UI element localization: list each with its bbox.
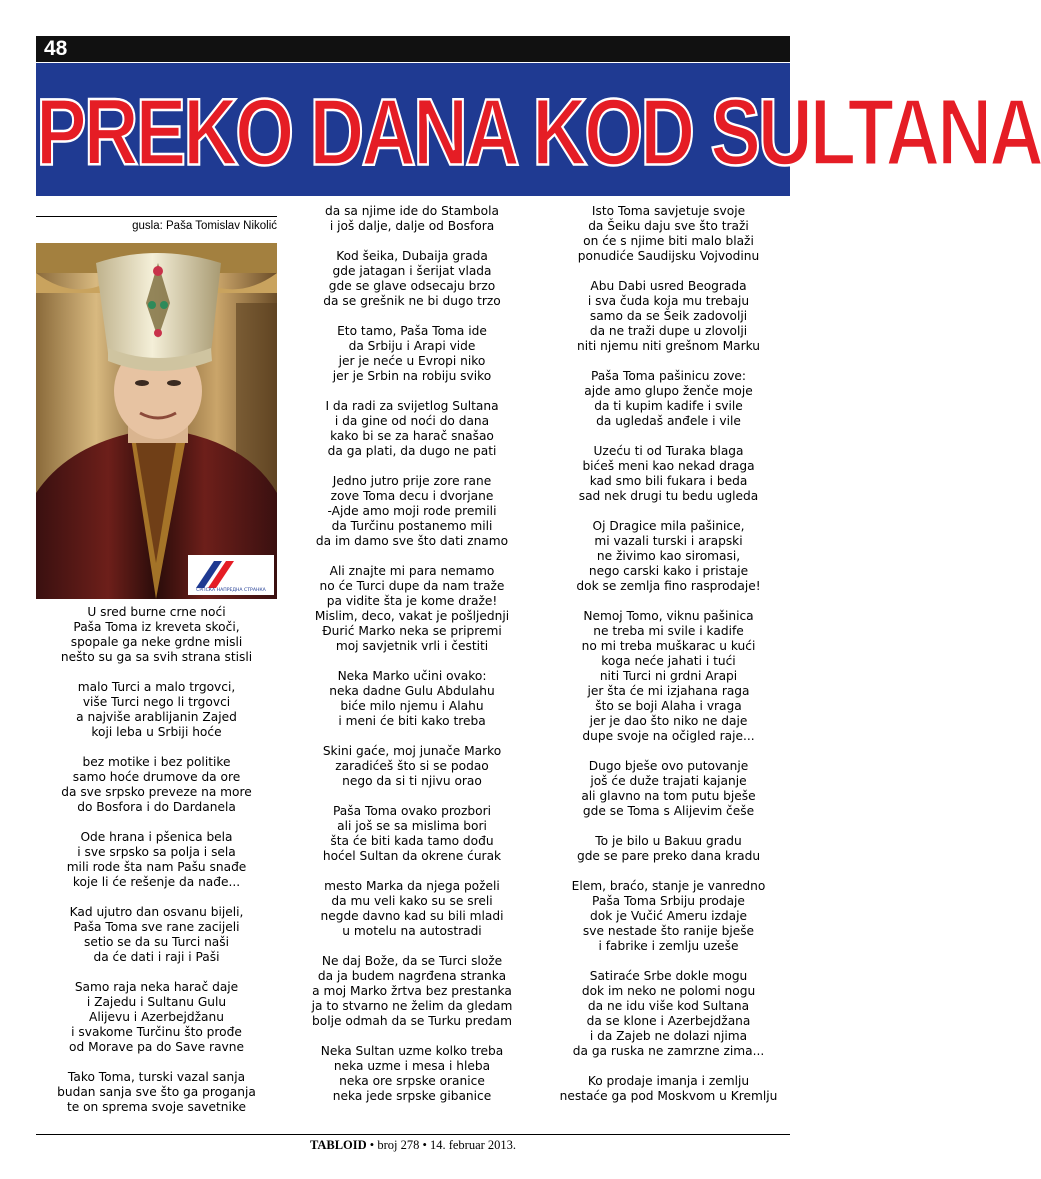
poem-line: malo Turci a malo trgovci,	[77, 680, 236, 694]
poem-line: on će s njime biti malo blaži	[583, 234, 754, 248]
poem-line: da ja budem nagrđena stranka	[317, 969, 507, 983]
poem-line: da ga ruska ne zamrzne zima...	[572, 1044, 765, 1058]
poem-line: nego carski kako i pristaje	[588, 564, 749, 578]
poem-stanza	[36, 980, 277, 1055]
poem-line: Paša Toma iz kreveta skoči,	[73, 620, 240, 634]
headline-banner	[36, 63, 1041, 196]
poem-line: sad nek drugi tu bedu ugleda	[578, 489, 759, 503]
poem-line: da sve srpsko preveze na more	[61, 785, 252, 799]
poem-line: u motelu na autostradi	[342, 924, 482, 938]
poem-line: Nemoj Tomo, viknu pašinica	[583, 609, 754, 623]
poem-stanza	[292, 744, 532, 789]
sultan-photo	[36, 243, 277, 599]
poem-line: i svakome Turčinu što prođe	[71, 1025, 242, 1039]
poem-stanza	[292, 954, 532, 1029]
poem-column-3	[547, 204, 790, 1119]
poem-stanza	[547, 444, 790, 504]
poem-line: jer je neće u Evropi niko	[338, 354, 486, 368]
poem-line: samo da se Šeik zadovolji	[589, 309, 748, 323]
poem-line: moj savjetnik vrli i čestiti	[335, 639, 489, 653]
poem-line: i meni će biti kako treba	[338, 714, 486, 728]
footer-separator: •	[422, 1138, 427, 1152]
poem-line: neka ore srpske oranice	[339, 1074, 485, 1088]
poem-stanza	[36, 680, 277, 740]
poem-line: da se klone i Azerbejdžana	[586, 1014, 751, 1028]
footer-publication: TABLOID	[309, 1138, 367, 1152]
poem-line: ponudiće Saudijsku Vojvodinu	[577, 249, 760, 263]
poem-stanza	[292, 804, 532, 864]
poem-line: i da gine od noći do dana	[334, 414, 490, 428]
footer-date: 14. februar 2013.	[429, 1138, 517, 1152]
poem-line: Ne daj Bože, da se Turci slože	[321, 954, 503, 968]
poem-line: ali glavno na tom putu bješe	[581, 789, 756, 803]
poem-line: Ali znajte mi para nemamo	[329, 564, 495, 578]
poem-line: od Morave pa do Save ravne	[69, 1040, 244, 1054]
poem-line: gde se pare preko dana kradu	[576, 849, 761, 863]
poem-line: kako bi se za harač snašao	[330, 429, 494, 443]
poem-line: no će Turci dupe da nam traže	[319, 579, 505, 593]
poem-line: da sa njime ide do Stambola	[325, 204, 499, 218]
footer-issue: broj 278	[377, 1138, 420, 1152]
poem-line: Neka Sultan uzme kolko treba	[320, 1044, 504, 1058]
poem-line: I da radi za svijetlog Sultana	[325, 399, 499, 413]
poem-line: no mi treba muškarac u kući	[581, 639, 756, 653]
poem-stanza	[292, 399, 532, 459]
poem-line: nego da si ti njivu orao	[342, 774, 482, 788]
poem-line: da mu veli kako su se sreli	[331, 894, 493, 908]
poem-line: gde se Toma s Alijevim češe	[582, 804, 755, 818]
poem-line: još će duže trajati kajanje	[590, 774, 747, 788]
poem-line: Ko prodaje imanja i zemlju	[587, 1074, 750, 1088]
poem-line: jer je dao što niko ne daje	[589, 714, 748, 728]
poem-line: gde se glave odsecaju brzo	[328, 279, 496, 293]
poem-stanza	[547, 834, 790, 864]
poem-line: zove Toma decu i dvorjane	[330, 489, 494, 503]
poem-line: a moj Marko žrtva bez prestanka	[312, 984, 512, 998]
poem-stanza	[36, 1070, 277, 1115]
poem-line: neka jede srpske gibanice	[332, 1089, 492, 1103]
poem-line: Uzeću ti od Turaka blaga	[593, 444, 744, 458]
poem-line: te on sprema svoje savetnike	[66, 1100, 247, 1114]
poem-line: da ugledaš anđele i vile	[596, 414, 741, 428]
poem-stanza	[547, 609, 790, 744]
poem-line: To je bilo u Bakuu gradu	[595, 834, 742, 848]
poem-stanza	[547, 279, 790, 354]
poem-line: Jedno jutro prije zore rane	[332, 474, 492, 488]
poem-line: šta će biti kada tamo dođu	[330, 834, 494, 848]
footer-separator: •	[369, 1138, 375, 1152]
poem-line: Samo raja neka harač daje	[74, 980, 239, 994]
poem-line: biće milo njemu i Alahu	[340, 699, 484, 713]
poem-line: kad smo bili fukara i beda	[589, 474, 748, 488]
poem-line: koje li će rešenje da nađe...	[72, 875, 241, 889]
poem-line: mesto Marka da njega poželi	[324, 879, 500, 893]
poem-line: Alijevu i Azerbejdžanu	[89, 1010, 224, 1024]
poem-line: Ode hrana i pšenica bela	[80, 830, 233, 844]
poem-stanza	[292, 564, 532, 654]
poem-line: bez motike i bez politike	[82, 755, 231, 769]
poem-line: neka uzme i mesa i hleba	[333, 1059, 491, 1073]
poem-line: i fabrike i zemlju uzeše	[598, 939, 739, 953]
poem-line: negde davno kad su bili mladi	[320, 909, 504, 923]
poem-line: pa vidite šta je kome draže!	[326, 594, 498, 608]
poem-line: da im damo sve što dati znamo	[315, 534, 509, 548]
poem-line: Mislim, deco, vakat je pošljednji	[314, 609, 510, 623]
poem-line: Oj Dragice mila pašinice,	[592, 519, 745, 533]
poem-line: Satiraće Srbe dokle mogu	[589, 969, 748, 983]
poem-stanza	[292, 474, 532, 549]
poem-line: hoćel Sultan da okrene ćurak	[322, 849, 502, 863]
poem-stanza	[547, 204, 790, 264]
photo-illustration	[36, 243, 277, 599]
poem-line: što se boji Alaha i vraga	[595, 699, 742, 713]
poem-line: Kod šeika, Dubaija grada	[336, 249, 488, 263]
poem-line: niti njemu niti grešnom Marku	[576, 339, 761, 353]
poem-line: U sred burne crne noći	[87, 605, 226, 619]
page-number: 48	[44, 37, 68, 60]
poem-line: Neka Marko učini ovako:	[337, 669, 487, 683]
poem-line: da će dati i raji i Paši	[93, 950, 220, 964]
poem-stanza	[292, 204, 532, 234]
poem-line: -Ajde amo moji rode premili	[327, 504, 497, 518]
poem-line: mili rode šta nam Pašu snađe	[66, 860, 247, 874]
poem-stanza	[36, 830, 277, 890]
poem-line: zaradićeš što si se podao	[335, 759, 489, 773]
poem-line: da ti kupim kadife i svile	[594, 399, 743, 413]
poem-stanza	[547, 759, 790, 819]
poem-line: do Bosfora i do Dardanela	[77, 800, 236, 814]
party-logo-text: СРПСКА НАПРЕДНА СТРАНКА	[196, 588, 266, 593]
poem-line: jer je Srbin na robiju sviko	[332, 369, 492, 383]
poem-stanza	[292, 324, 532, 384]
poem-line: bolje odmah da se Turku predam	[312, 1014, 512, 1028]
poem-stanza	[547, 879, 790, 954]
poem-line: ne živimo kao siromasi,	[596, 549, 741, 563]
poem-line: ali još se sa mislima bori	[337, 819, 487, 833]
poem-line: da ne traži dupe u zlovolji	[589, 324, 748, 338]
poem-line: i još dalje, dalje od Bosfora	[329, 219, 495, 233]
poem-line: neka dadne Gulu Abdulahu	[329, 684, 495, 698]
poem-line: jer šta će mi izjahana raga	[587, 684, 750, 698]
poem-stanza	[547, 369, 790, 429]
poem-line: a najviše arablijanin Zajed	[76, 710, 237, 724]
poem-line: nestaće ga pod Moskvom u Kremlju	[559, 1089, 778, 1103]
poem-line: i da Zajeb ne dolazi njima	[589, 1029, 748, 1043]
poem-line: da Srbiju i Arapi vide	[348, 339, 476, 353]
poem-stanza	[36, 905, 277, 965]
poem-line: da Šeiku daju sve što traži	[588, 219, 749, 233]
poem-line: da se grešnik ne bi dugo trzo	[323, 294, 501, 308]
poem-line: da Turčinu postanemo mili	[331, 519, 493, 533]
poem-line: dupe svoje na očigled raje...	[582, 729, 755, 743]
poem-stanza	[36, 605, 277, 665]
poem-stanza	[292, 879, 532, 939]
poem-line: bićeš meni kao nekad draga	[582, 459, 755, 473]
poem-line: da ga plati, da dugo ne pati	[327, 444, 497, 458]
poem-stanza	[547, 519, 790, 594]
poem-line: Paša Toma pašinicu zove:	[590, 369, 747, 383]
poem-line: setio se da su Turci naši	[83, 935, 230, 949]
poem-line: nešto su ga sa svih strana stisli	[60, 650, 253, 664]
poem-line: ja to stvarno ne želim da gledam	[311, 999, 513, 1013]
poem-line: gde jatagan i šerijat vlada	[332, 264, 492, 278]
footer	[36, 1137, 790, 1153]
poem-line: dok se zemlja fino rasprodaje!	[576, 579, 761, 593]
poem-line: Đurić Marko neka se pripremi	[322, 624, 502, 638]
poem-line: da ne idu više kod Sultana	[587, 999, 750, 1013]
poem-line: Paša Toma ovako prozbori	[332, 804, 492, 818]
poem-line: budan sanja sve što ga proganja	[57, 1085, 256, 1099]
poem-line: Eto tamo, Paša Toma ide	[337, 324, 487, 338]
poem-column-1	[36, 605, 277, 1130]
author-credit: gusla: Paša Tomislav Nikolić	[132, 220, 277, 232]
poem-line: koga neće jahati i tući	[601, 654, 736, 668]
credit-rule	[36, 216, 277, 217]
poem-line: ne treba mi svile i kadife	[593, 624, 744, 638]
poem-line: Paša Toma sve rane zacijeli	[73, 920, 240, 934]
poem-line: Kad ujutro dan osvanu bijeli,	[69, 905, 244, 919]
poem-line: Abu Dabi usred Beograda	[590, 279, 747, 293]
poem-stanza	[292, 1044, 532, 1104]
poem-line: i sva čuda koja mu trebaju	[587, 294, 750, 308]
poem-stanza	[547, 1074, 790, 1104]
poem-line: dok je Vučić Ameru izdaje	[590, 909, 747, 923]
poem-column-2	[292, 204, 532, 1119]
poem-line: Paša Toma Srbiju prodaje	[592, 894, 745, 908]
headline: PREKO DANA KOD SULTANA	[36, 79, 1041, 186]
poem-line: Skini gaće, moj junače Marko	[322, 744, 502, 758]
poem-line: ajde amo glupo ženče moje	[584, 384, 753, 398]
poem-line: koji leba u Srbiji hoće	[91, 725, 222, 739]
poem-line: Isto Toma savjetuje svoje	[591, 204, 746, 218]
poem-line: spopale ga neke grdne misli	[70, 635, 243, 649]
poem-stanza	[292, 249, 532, 309]
poem-line: više Turci nego li trgovci	[82, 695, 231, 709]
poem-stanza	[36, 755, 277, 815]
poem-line: Tako Toma, turski vazal sanja	[67, 1070, 246, 1084]
top-bar	[36, 36, 790, 62]
poem-line: niti Turci ni grdni Arapi	[599, 669, 738, 683]
footer-rule	[36, 1134, 790, 1135]
poem-line: mi vazali turski i arapski	[594, 534, 743, 548]
poem-stanza	[292, 669, 532, 729]
poem-line: dok im neko ne polomi nogu	[581, 984, 756, 998]
poem-line: Elem, braćo, stanje je vanredno	[571, 879, 766, 893]
poem-line: i Zajedu i Sultanu Gulu	[86, 995, 227, 1009]
poem-line: samo hoće drumove da ore	[72, 770, 241, 784]
poem-line: sve nestade što ranije bješe	[582, 924, 755, 938]
poem-stanza	[547, 969, 790, 1059]
poem-line: i sve srpsko sa polja i sela	[77, 845, 236, 859]
poem-line: Dugo bješe ovo putovanje	[588, 759, 749, 773]
